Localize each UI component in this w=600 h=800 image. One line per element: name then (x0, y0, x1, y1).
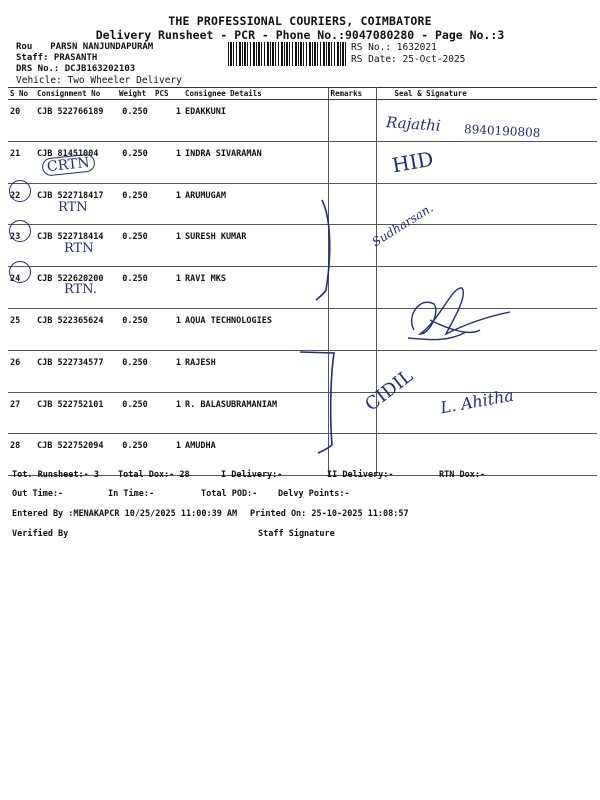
row-weight: 0.250 (117, 434, 153, 476)
row-pcs: 1 (153, 308, 183, 350)
row-sno: 27 (8, 392, 35, 434)
row-consignee: EDAKKUNI (183, 100, 328, 142)
row-seal (376, 225, 597, 267)
row-consignment: CJB 522718417 (35, 183, 117, 225)
row-remarks (328, 183, 376, 225)
row-remarks (328, 308, 376, 350)
staff-signature: Staff Signature (258, 529, 335, 539)
rtn-dox: RTN Dox:- (439, 470, 486, 480)
signature-rajathi: Rajathi (385, 113, 442, 135)
row-consignment: CJB 522718414 (35, 225, 117, 267)
table-row (8, 225, 597, 267)
row-pcs: 1 (153, 434, 183, 476)
handwritten-hid: HID (390, 146, 436, 178)
table-row (8, 308, 597, 350)
row-24-circle (9, 261, 31, 283)
staff-line: Staff: PRASANTH (16, 53, 98, 63)
handwritten-crtn: CRTN (41, 153, 95, 176)
route-value: PARSN NANJUNDAPURAM (50, 42, 154, 52)
col-pcs: PCS (153, 88, 183, 100)
handwritten-cidil: CIDIL (361, 365, 418, 416)
row-consignment: CJB 522620200 (35, 267, 117, 309)
col-weight: Weight (117, 88, 153, 100)
row-sno: 21 (8, 141, 35, 183)
row-consignee: RAJESH (183, 350, 328, 392)
row-weight: 0.250 (117, 267, 153, 309)
row-consignee: INDRA SIVARAMAN (183, 141, 328, 183)
row-pcs: 1 (153, 225, 183, 267)
row-consignment: CJB 81451004 (35, 141, 117, 183)
route-line (16, 42, 153, 52)
row-sno: 23 (8, 225, 35, 267)
table-row (8, 183, 597, 225)
row-pcs: 1 (153, 100, 183, 142)
row-sno: 28 (8, 434, 35, 476)
row-consignment: CJB 522766189 (35, 100, 117, 142)
row-seal (376, 308, 597, 350)
row-23-circle (9, 220, 31, 242)
tot-runsheet: Tot. Runsheet:- 3 (12, 470, 99, 480)
row-consignment: CJB 522752094 (35, 434, 117, 476)
entered-by: Entered By :MENAKAPCR 10/25/2025 11:00:39 AM (12, 509, 238, 519)
in-time: In Time:- (108, 489, 155, 499)
row-remarks (328, 100, 376, 142)
row-sno: 25 (8, 308, 35, 350)
row-weight: 0.250 (117, 225, 153, 267)
row-consignment: CJB 522752101 (35, 392, 117, 434)
barcode (228, 42, 348, 66)
runsheet-subtitle: Delivery Runsheet - PCR - Phone No.:9047080280 - Page No.:3 (95, 28, 505, 42)
col-sno: S No (8, 88, 35, 100)
row-remarks (328, 141, 376, 183)
route-label: Rou (16, 42, 33, 52)
signature-sudharsan: Sudharsan. (369, 200, 436, 250)
col-seal: Seal & Signature (376, 88, 597, 100)
row-weight: 0.250 (117, 100, 153, 142)
verified-by: Verified By (12, 529, 69, 539)
col-consignment: Consignment No (35, 88, 117, 100)
row-sno: 20 (8, 100, 35, 142)
i-delivery: I Delivery:- (221, 470, 283, 480)
row-consignee: RAVI MKS (183, 267, 328, 309)
row-22-circle (9, 180, 31, 202)
out-time: Out Time:- (12, 489, 64, 499)
row-weight: 0.250 (117, 141, 153, 183)
rs-number: RS No.: 1632021 (351, 42, 437, 53)
row-sno: 26 (8, 350, 35, 392)
row-pcs: 1 (153, 141, 183, 183)
row-consignee: ARUMUGAM (183, 183, 328, 225)
row-consignment: CJB 522734577 (35, 350, 117, 392)
row-pcs: 1 (153, 392, 183, 434)
total-dox: Total Dox:- 28 (118, 470, 190, 480)
row-pcs: 1 (153, 267, 183, 309)
delvy-points: Delvy Points:- (278, 489, 350, 499)
rs-date: RS Date: 25-Oct-2025 (351, 54, 466, 65)
company-title: THE PROFESSIONAL COURIERS, COIMBATORE (168, 14, 432, 28)
row-pcs: 1 (153, 350, 183, 392)
row-consignee: AMUDHA (183, 434, 328, 476)
row-remarks (328, 350, 376, 392)
row-remarks (328, 267, 376, 309)
row-weight: 0.250 (117, 350, 153, 392)
drs-number: DRS No.: DCJB163202103 (16, 64, 136, 74)
row-consignee: SURESH KUMAR (183, 225, 328, 267)
table-header-row (8, 88, 597, 100)
row-weight: 0.250 (117, 308, 153, 350)
handwritten-rtn: RTN (58, 200, 88, 215)
total-pod: Total POD:- (201, 489, 258, 499)
handwritten-rtn: RTN (64, 241, 94, 256)
row-consignee: R. BALASUBRAMANIAM (183, 392, 328, 434)
handwritten-rtn: RTN. (64, 282, 97, 297)
row-seal (376, 267, 597, 309)
row-weight: 0.250 (117, 183, 153, 225)
row-sno: 22 (8, 183, 35, 225)
col-consignee: Consignee Details (183, 88, 328, 100)
handwritten-phone: 8940190808 (463, 122, 541, 140)
row-seal (376, 434, 597, 476)
row-sno: 24 (8, 267, 35, 309)
signature-l-anitha: L. Ahitha (438, 385, 516, 418)
row-consignee: AQUA TECHNOLOGIES (183, 308, 328, 350)
ii-delivery: II Delivery:- (327, 470, 394, 480)
vehicle-line: Vehicle: Two Wheeler Delivery (16, 75, 182, 86)
table-row (8, 141, 597, 183)
col-remarks: Remarks (328, 88, 376, 100)
row-weight: 0.250 (117, 392, 153, 434)
row-pcs: 1 (153, 183, 183, 225)
row-remarks (328, 225, 376, 267)
row-consignment: CJB 522365624 (35, 308, 117, 350)
printed-on: Printed On: 25-10-2025 11:08:57 (250, 509, 409, 519)
